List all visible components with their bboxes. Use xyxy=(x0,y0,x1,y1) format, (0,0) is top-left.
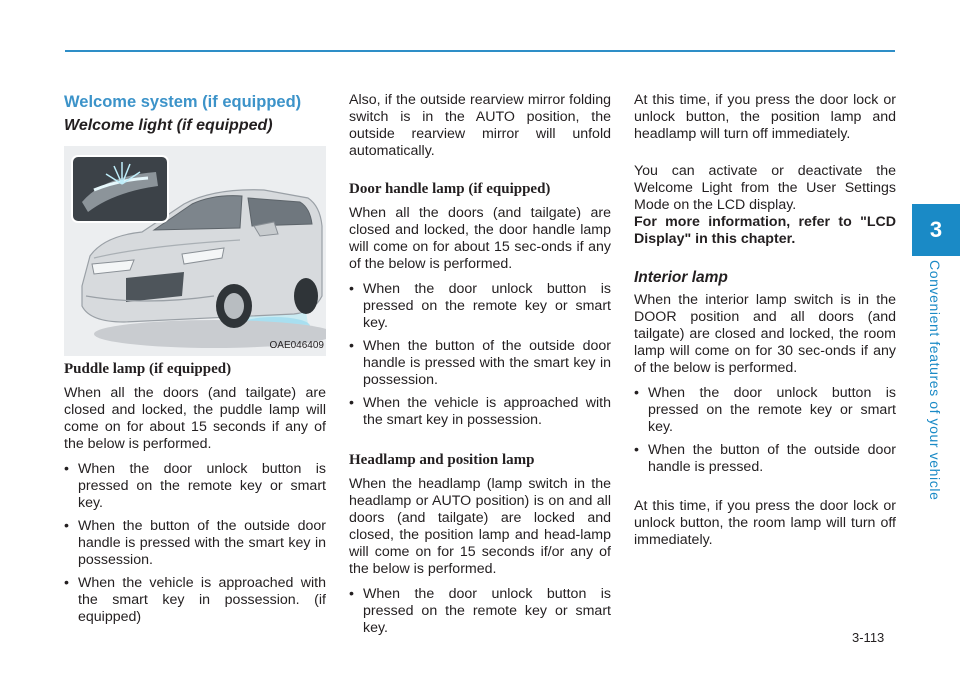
page-number: 3-113 xyxy=(852,630,885,645)
door-handle-lamp-heading: Door handle lamp (if equipped) xyxy=(349,181,551,197)
list-item: • When the door unlock button is pressed on the remote key or smart key. xyxy=(349,281,611,332)
column-3 xyxy=(634,92,896,557)
activate-text: You can activate or deactivate the Welcome Light from the User Settings Mode on the LCD display. xyxy=(634,163,896,213)
interior-lamp-heading: Interior lamp xyxy=(634,269,728,286)
welcome-light-illustration xyxy=(64,146,326,356)
headlamp-heading: Headlamp and position lamp xyxy=(349,452,535,468)
door-handle-lamp-text: When all the doors (and tailgate) are closed and locked, the door handle lamp will come on for about 15 sec-onds if any of the below is performed. xyxy=(349,205,611,272)
interior-lamp-list xyxy=(634,385,896,476)
chapter-number: 3 xyxy=(929,217,943,242)
puddle-lamp-text: When all the doors (and tailgate) are closed and locked, the puddle lamp will come on for about 15 seconds if any of the below is performed. xyxy=(64,385,326,452)
chapter-tab xyxy=(912,204,960,256)
list-item: • When the button of the outside door handle is pressed with the smart key in possession. xyxy=(64,518,326,569)
headlamp-list xyxy=(349,586,611,637)
column-1 xyxy=(64,92,326,636)
subsection-title: Welcome light (if equipped) xyxy=(64,117,273,134)
header-rule xyxy=(65,50,895,52)
door-handle-lamp-list xyxy=(349,281,611,429)
headlamp-text: When the headlamp (lamp switch in the headlamp or AUTO position) is on and all doors (and tailgate) are locked and closed, the position lamp and head-lamp will come on for 15 seconds if/or any of the below is performed. xyxy=(349,476,611,577)
interior-lamp-text: When the interior lamp switch is in the DOOR position and all doors (and tailgate) are closed and locked, the room lamp will come on for 30 sec-onds if any of the below is performed. xyxy=(634,292,896,376)
column-2 xyxy=(349,92,611,647)
puddle-lamp-heading: Puddle lamp (if equipped) xyxy=(64,361,232,377)
list-item: • When the door unlock button is pressed on the remote key or smart key. xyxy=(64,461,326,512)
figure-code: OAE046409 xyxy=(269,340,324,351)
list-item: • When the door unlock button is pressed on the remote key or smart key. xyxy=(349,586,611,637)
chapter-side-title xyxy=(923,260,947,500)
section-title: Welcome system (if equipped) xyxy=(64,93,302,111)
list-item: • When the vehicle is approached with the smart key in possession. xyxy=(349,395,611,429)
list-item: • When the door unlock button is pressed on the remote key or smart key. xyxy=(634,385,896,436)
activate-reference: For more information, refer to "LCD Display" in this chapter. xyxy=(634,214,896,247)
list-item: • When the vehicle is approached with the smart key in possession. (if equipped) xyxy=(64,575,326,626)
turnoff-text: At this time, if you press the door lock or unlock button, the position lamp and headlamp will turn off immediately. xyxy=(634,92,896,142)
car-illustration xyxy=(64,146,326,356)
list-item: • When the button of the outside door handle is pressed. xyxy=(634,442,896,476)
chapter-title: Convenient features of your vehicle xyxy=(927,260,943,501)
puddle-lamp-list xyxy=(64,461,326,626)
list-item: • When the button of the outside door handle is pressed with the smart key in possession. xyxy=(349,338,611,389)
mirror-text: Also, if the outside rearview mirror folding switch is in the AUTO position, the outside rearview mirror will unfold automatically. xyxy=(349,92,611,159)
final-text: At this time, if you press the door lock or unlock button, the room lamp will turn off immediately. xyxy=(634,498,896,548)
